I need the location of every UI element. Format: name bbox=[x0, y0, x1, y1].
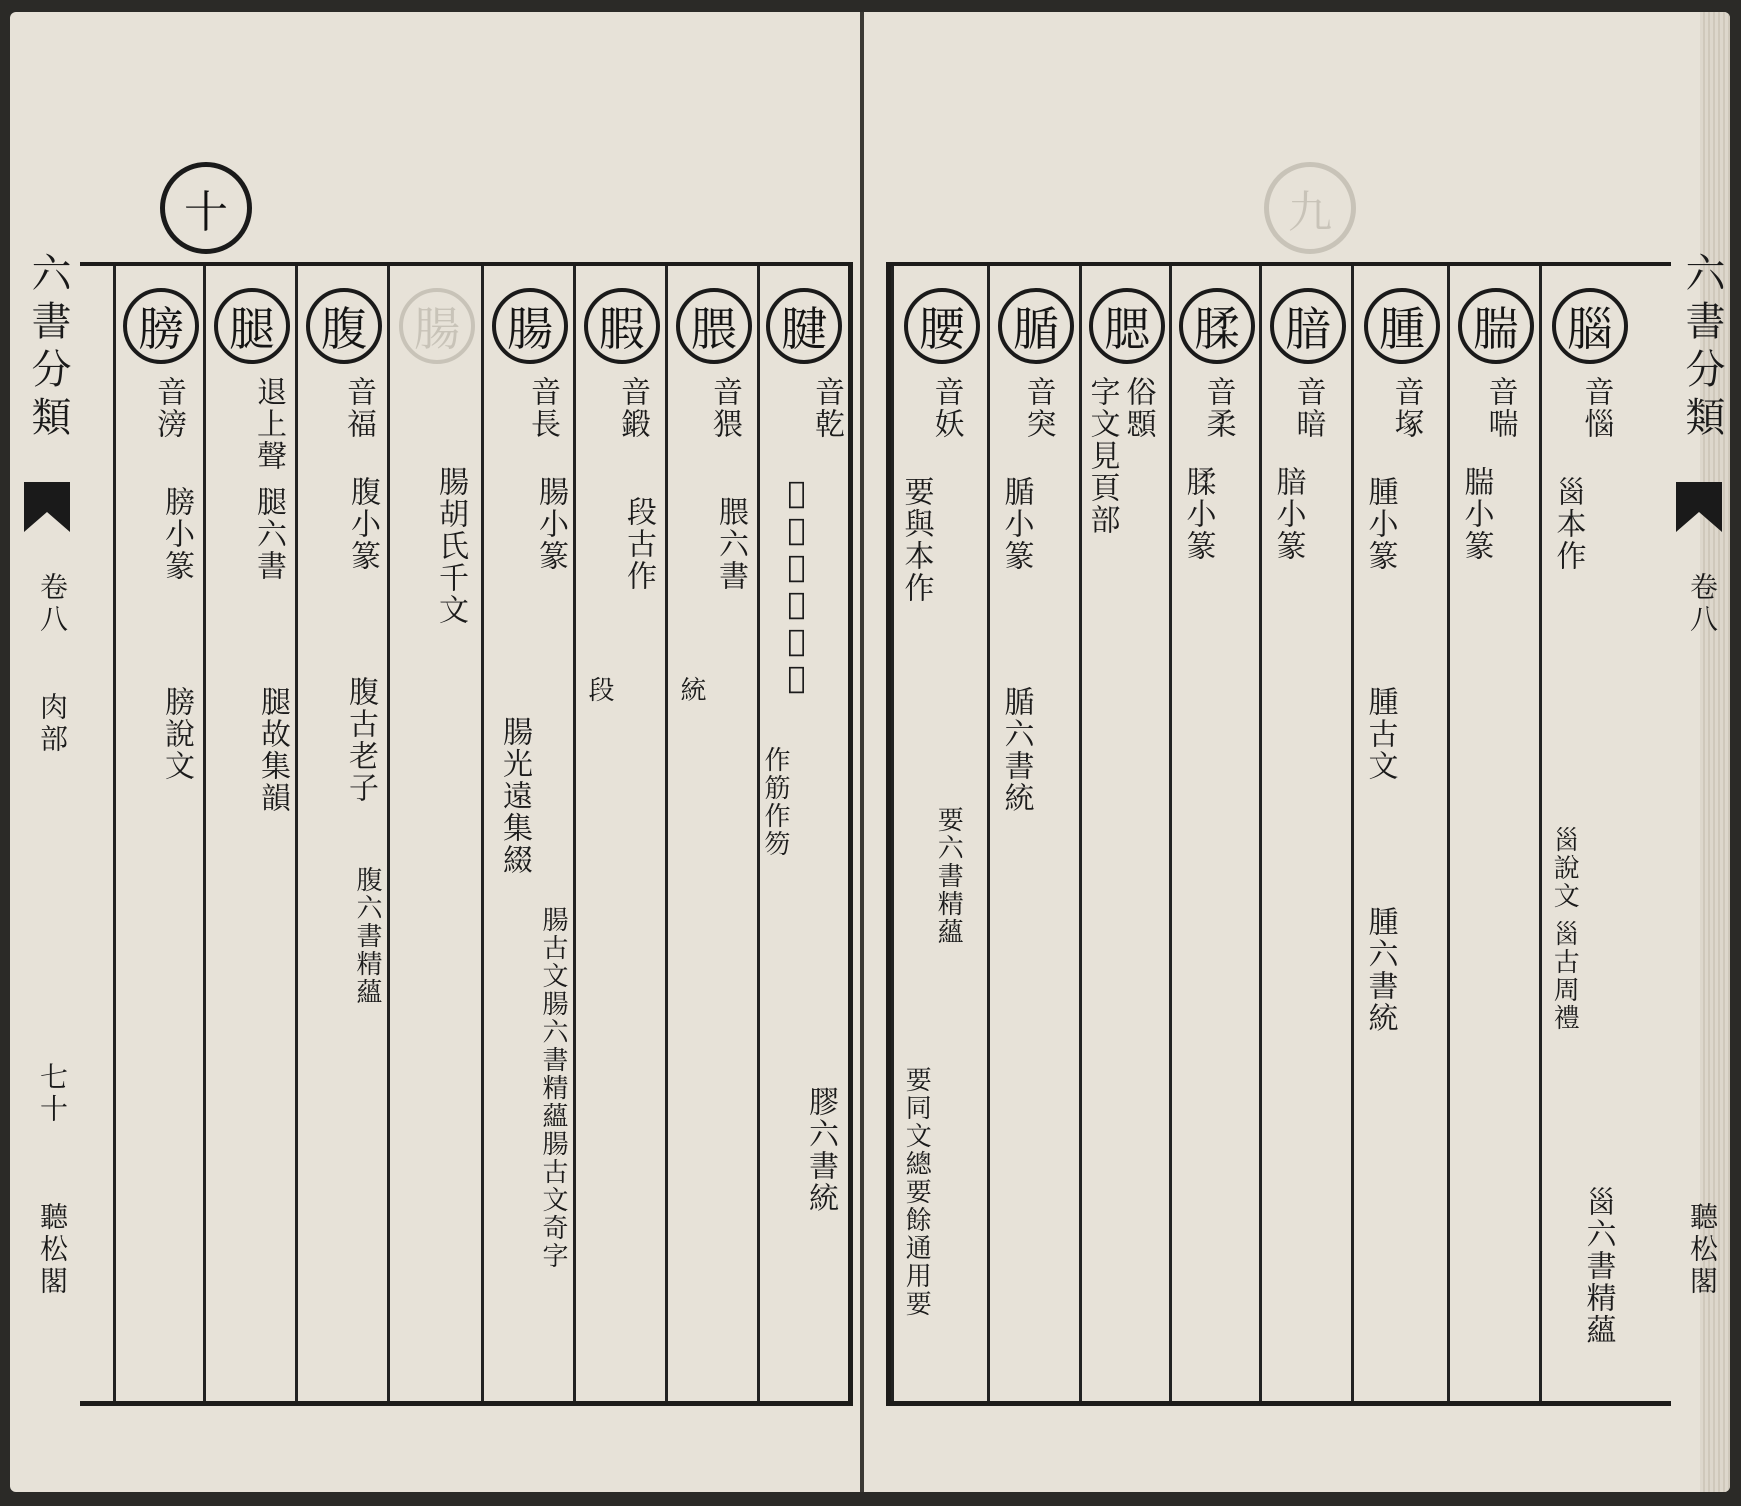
entry-5 bbox=[387, 266, 484, 1401]
entry-col1: 音突 bbox=[1020, 376, 1056, 440]
entry-col1: 音柔 bbox=[1200, 376, 1236, 440]
head-char: 腦 bbox=[1552, 288, 1628, 364]
left-page bbox=[10, 12, 862, 1492]
head-char: 腱 bbox=[766, 288, 842, 364]
entry-2 bbox=[665, 266, 760, 1401]
entry-col1: 音惱 bbox=[1578, 376, 1614, 440]
margin-page: 七十 bbox=[36, 1062, 69, 1126]
entry-col2: 要與本作 bbox=[898, 476, 934, 604]
left-text-frame bbox=[80, 262, 853, 1406]
fishtail-mark bbox=[1676, 482, 1722, 532]
margin-publisher: 聽松閣 bbox=[1686, 1202, 1719, 1298]
entry-col4: 膠六書統 bbox=[803, 1086, 838, 1214]
margin-publisher: 聽松閣 bbox=[36, 1202, 69, 1298]
entry-col3: 腫古文 bbox=[1362, 686, 1398, 782]
entry-col1: 音塚 bbox=[1388, 376, 1424, 440]
head-char: 腸 bbox=[492, 288, 568, 364]
head-char: 膀 bbox=[123, 288, 199, 364]
entry-col2: 膀小篆 bbox=[159, 486, 194, 582]
entry-col3: 腹古老子 bbox=[343, 676, 378, 804]
entry-col1: 音滂 bbox=[151, 376, 186, 440]
entry-6 bbox=[1079, 266, 1172, 1401]
chapter-number: 九 bbox=[1288, 187, 1332, 238]
entry-col3: 統 bbox=[676, 676, 706, 704]
entry-col3: 腿故集韻 bbox=[255, 686, 290, 814]
entry-col3: 腸光遠集綴 bbox=[497, 716, 532, 876]
entry-1 bbox=[757, 266, 848, 1401]
chapter-number-badge bbox=[160, 162, 252, 254]
entry-8 bbox=[113, 266, 206, 1401]
fishtail-mark bbox=[24, 482, 70, 532]
entry-col1: 音福 bbox=[341, 376, 376, 440]
entry-col1: 退上聲 bbox=[251, 376, 286, 472]
head-char: 腰 bbox=[904, 288, 980, 364]
head-char: 腤 bbox=[1270, 288, 1346, 364]
head-char: 腲 bbox=[676, 288, 752, 364]
margin-title: 六書分類 bbox=[25, 252, 71, 444]
entry-2 bbox=[1447, 266, 1542, 1401]
entry-col4: 𡿺六書精蘊 bbox=[1580, 1186, 1616, 1346]
entry-col1: 音乾 bbox=[809, 376, 844, 440]
entry-col2: 腯小篆 bbox=[998, 476, 1034, 572]
head-char: 腬 bbox=[1179, 288, 1255, 364]
entry-col2: 腲六書 bbox=[713, 496, 748, 592]
entry-4 bbox=[481, 266, 576, 1401]
head-char: 腹 bbox=[306, 288, 382, 364]
entry-7 bbox=[987, 266, 1082, 1401]
entry-col3: 膀說文 bbox=[159, 686, 194, 782]
entry-col2: 腸胡氏千文 bbox=[433, 466, 468, 626]
entry-col2: 腨小篆 bbox=[1458, 466, 1494, 562]
entry-col1: 音鍛 bbox=[615, 376, 650, 440]
entry-col4: 腹六書精蘊 bbox=[352, 866, 382, 1006]
entry-col3: 段 bbox=[584, 676, 614, 704]
entry-col1: 音暗 bbox=[1290, 376, 1326, 440]
entry-col3: 要六書精蘊 bbox=[933, 806, 964, 946]
entry-col2: 腸小篆 bbox=[533, 476, 568, 572]
entry-5 bbox=[1169, 266, 1262, 1401]
chapter-number: 十 bbox=[184, 187, 228, 238]
entry-7 bbox=[203, 266, 298, 1401]
entry-col2: 𦟊說文腱籀文 bbox=[779, 476, 814, 698]
entry-1 bbox=[1539, 266, 1638, 1401]
entry-col4: 腫六書統 bbox=[1362, 906, 1398, 1034]
entry-col1: 音喘 bbox=[1482, 376, 1518, 440]
head-char: 腫 bbox=[1364, 288, 1440, 364]
entry-3 bbox=[573, 266, 668, 1401]
entry-8 bbox=[891, 266, 990, 1401]
entry-col2: 腤小篆 bbox=[1270, 466, 1306, 562]
entry-col2: 腿六書 bbox=[251, 486, 286, 582]
entry-col2: 字文見頁部 bbox=[1084, 376, 1120, 536]
entry-col2: 腹小篆 bbox=[345, 476, 380, 572]
margin-section: 肉部 bbox=[36, 692, 69, 756]
entry-col1: 音猥 bbox=[707, 376, 742, 440]
entry-col3: 腯六書統 bbox=[998, 686, 1034, 814]
entry-col3: 作筋作笏 bbox=[760, 746, 790, 858]
head-char: 腸 bbox=[399, 288, 475, 364]
entry-col1: 音長 bbox=[525, 376, 560, 440]
margin-volume: 卷八 bbox=[36, 572, 69, 636]
margin-title: 六書分類 bbox=[1679, 252, 1725, 444]
head-char: 腿 bbox=[214, 288, 290, 364]
entry-col4: 腸古文腸六書精蘊腸古文奇字 bbox=[538, 906, 568, 1270]
head-char: 腮 bbox=[1089, 288, 1165, 364]
margin-volume: 卷八 bbox=[1686, 572, 1719, 636]
head-char: 腵 bbox=[584, 288, 660, 364]
right-page bbox=[864, 12, 1730, 1492]
entry-3 bbox=[1351, 266, 1450, 1401]
entry-col1: 俗顋 bbox=[1120, 376, 1156, 440]
chapter-number-badge bbox=[1264, 162, 1356, 254]
head-char: 腨 bbox=[1458, 288, 1534, 364]
entry-col2: 腫小篆 bbox=[1362, 476, 1398, 572]
entry-col2: 腬小篆 bbox=[1180, 466, 1216, 562]
head-char: 腯 bbox=[998, 288, 1074, 364]
entry-col2: 段古作 bbox=[621, 496, 656, 592]
right-text-frame bbox=[886, 262, 1671, 1406]
entry-col2: 𡿺本作 bbox=[1550, 476, 1586, 572]
entry-col4: 要同文總要餘通用要 bbox=[901, 1066, 932, 1318]
entry-4 bbox=[1259, 266, 1354, 1401]
entry-col1: 音妖 bbox=[928, 376, 964, 440]
entry-col3: 𡿺說文 𡿺古周禮 bbox=[1549, 826, 1580, 1033]
entry-6 bbox=[295, 266, 390, 1401]
